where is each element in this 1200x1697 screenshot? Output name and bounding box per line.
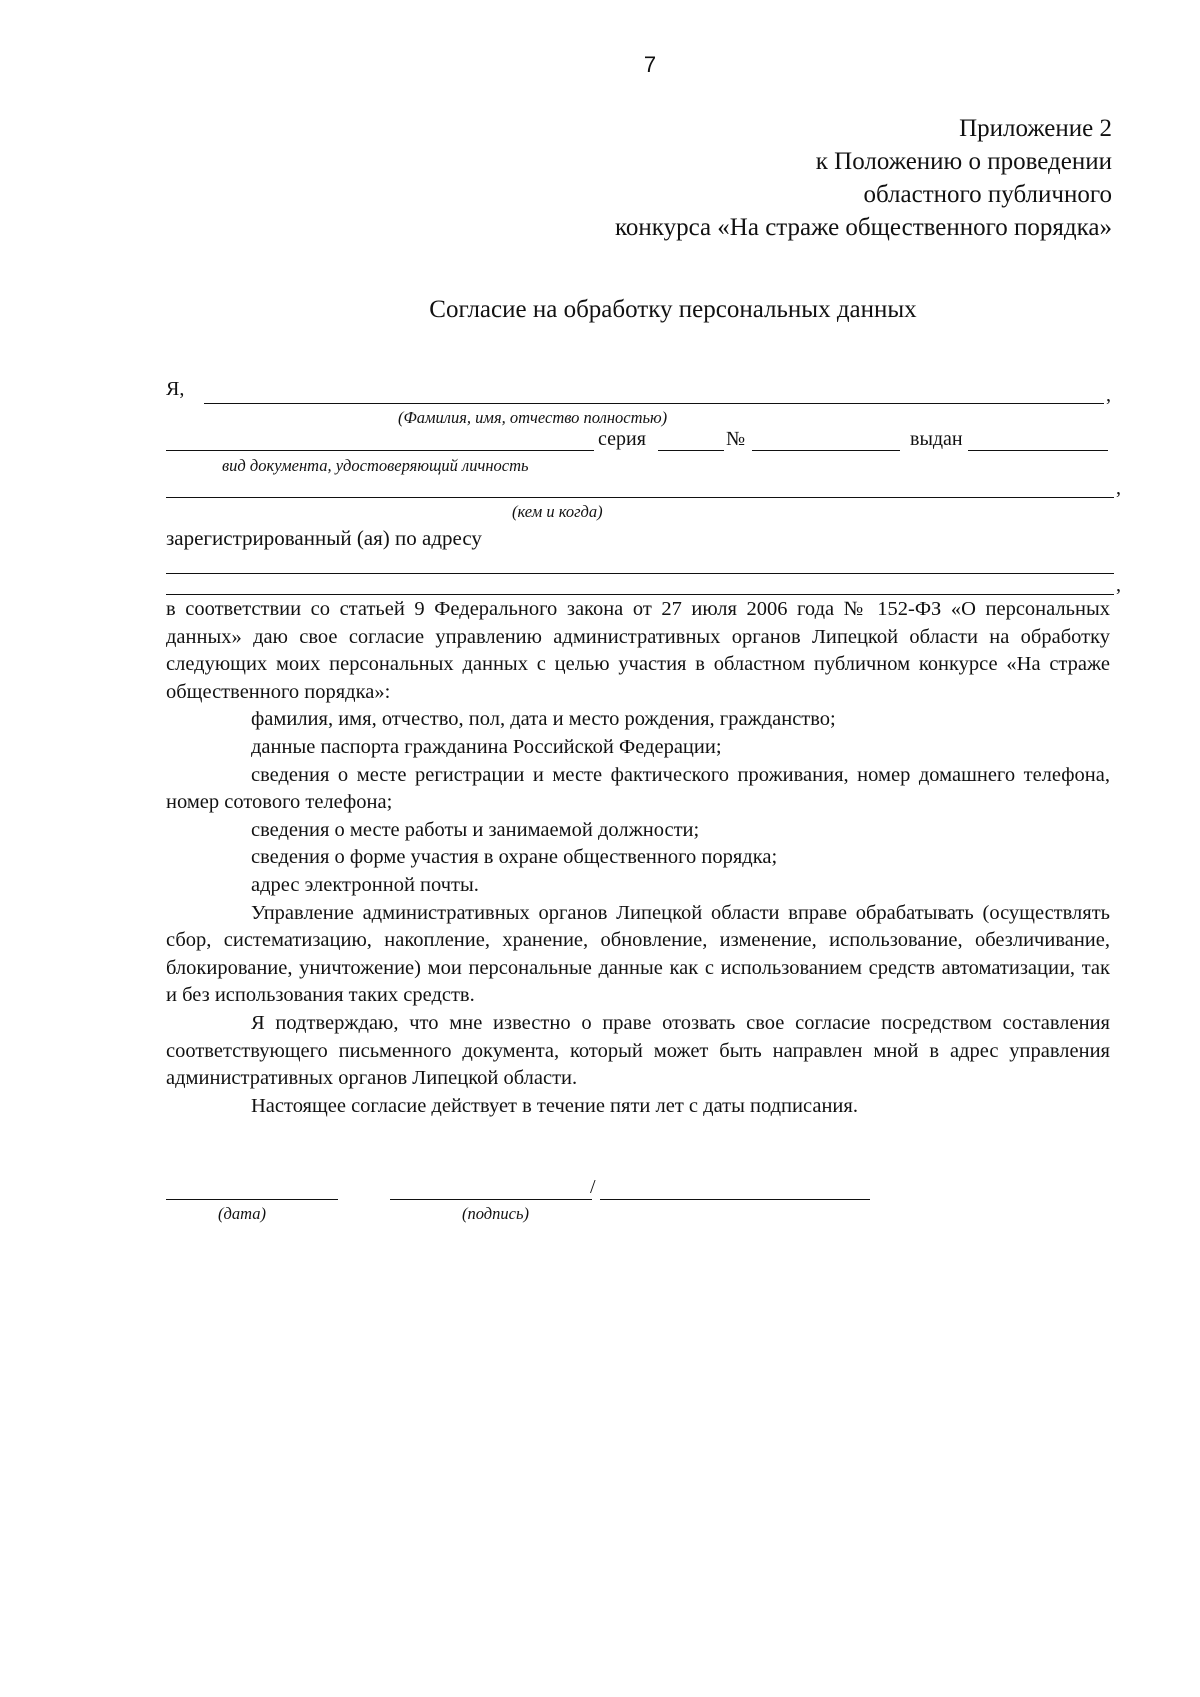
page-number: 7 (643, 52, 657, 77)
registered-label: зарегистрированный (ая) по адресу (166, 526, 482, 550)
validity-paragraph: Настоящее согласие действует в течение пяти лет с даты подписания. (251, 1094, 858, 1117)
issued-comma: , (1116, 477, 1121, 499)
revocation-paragraph: Я подтверждаю, что мне известно о праве отозвать свое согласие посредством составления соответствующего письменного документа, который может быть направлен мной в адрес управления административных органов Липецкой области. (166, 1011, 1110, 1090)
data-item: сведения о месте регистрации и месте фактического проживания, номер домашнего телефона, номер сотового телефона; (166, 763, 1110, 814)
number-label: № (726, 428, 746, 450)
data-item: адрес электронной почты. (251, 873, 479, 896)
data-item: фамилия, имя, отчество, пол, дата и место рождения, гражданство; (251, 708, 836, 731)
signature-slash: / (590, 1176, 596, 1198)
appendix-line: областного публичного (863, 181, 1112, 208)
seriya-line[interactable] (658, 450, 724, 451)
fio-comma: , (1106, 384, 1111, 406)
signature-name-line[interactable] (600, 1199, 870, 1200)
fio-line[interactable] (204, 403, 1104, 404)
number-line[interactable] (752, 450, 900, 451)
vydan-line[interactable] (968, 450, 1108, 451)
data-item: сведения о месте работы и занимаемой должности; (251, 818, 700, 841)
consent-paragraph: в соответствии со статьей 9 Федерального закона от 27 июля 2006 года № 152-ФЗ «О персональных данных» даю свое согласие управлению административных органов Липецкой области на обработку следующих моих персональных данных с целью участия в областном публичном конкурсе «На страже общественного порядка»: (166, 598, 1110, 703)
appendix-line: к Положению о проведении (815, 148, 1112, 175)
address-line-1[interactable] (166, 573, 1114, 574)
appendix-header (615, 112, 1112, 244)
appendix-line: Приложение 2 (959, 115, 1112, 142)
processing-paragraph: Управление административных органов Липецкой области вправе обрабатывать (осуществлять сбор, систематизацию, накопление, хранение, обновление, изменение, использование, обезличивание, блокирование, уничтожение) мои персональные данные как с использованием средств автоматизации, так и без использования таких средств. (166, 901, 1110, 1007)
date-caption: (дата) (218, 1204, 266, 1223)
fio-caption: (Фамилия, имя, отчество полностью) (398, 408, 668, 427)
issued-line[interactable] (166, 497, 1114, 498)
data-item: данные паспорта гражданина Российской Федерации; (251, 735, 722, 758)
date-line[interactable] (166, 1199, 338, 1200)
signature-line[interactable] (390, 1199, 592, 1200)
document-caption: вид документа, удостоверяющий личность (222, 456, 529, 475)
consent-body (166, 596, 1110, 1120)
document-title: Согласие на обработку персональных данных (429, 296, 917, 323)
issued-caption: (кем и когда) (512, 502, 603, 521)
signature-caption: (подпись) (462, 1204, 529, 1223)
seriya-label: серия (598, 428, 646, 450)
vydan-label: выдан (910, 428, 963, 450)
data-item: сведения о форме участия в охране общественного порядка; (251, 846, 778, 869)
document-type-line[interactable] (166, 450, 594, 451)
address-line-2[interactable] (166, 594, 1114, 595)
address-comma: , (1116, 574, 1121, 596)
ya-label: Я, (166, 378, 185, 400)
appendix-line: конкурса «На страже общественного порядка» (615, 214, 1112, 241)
